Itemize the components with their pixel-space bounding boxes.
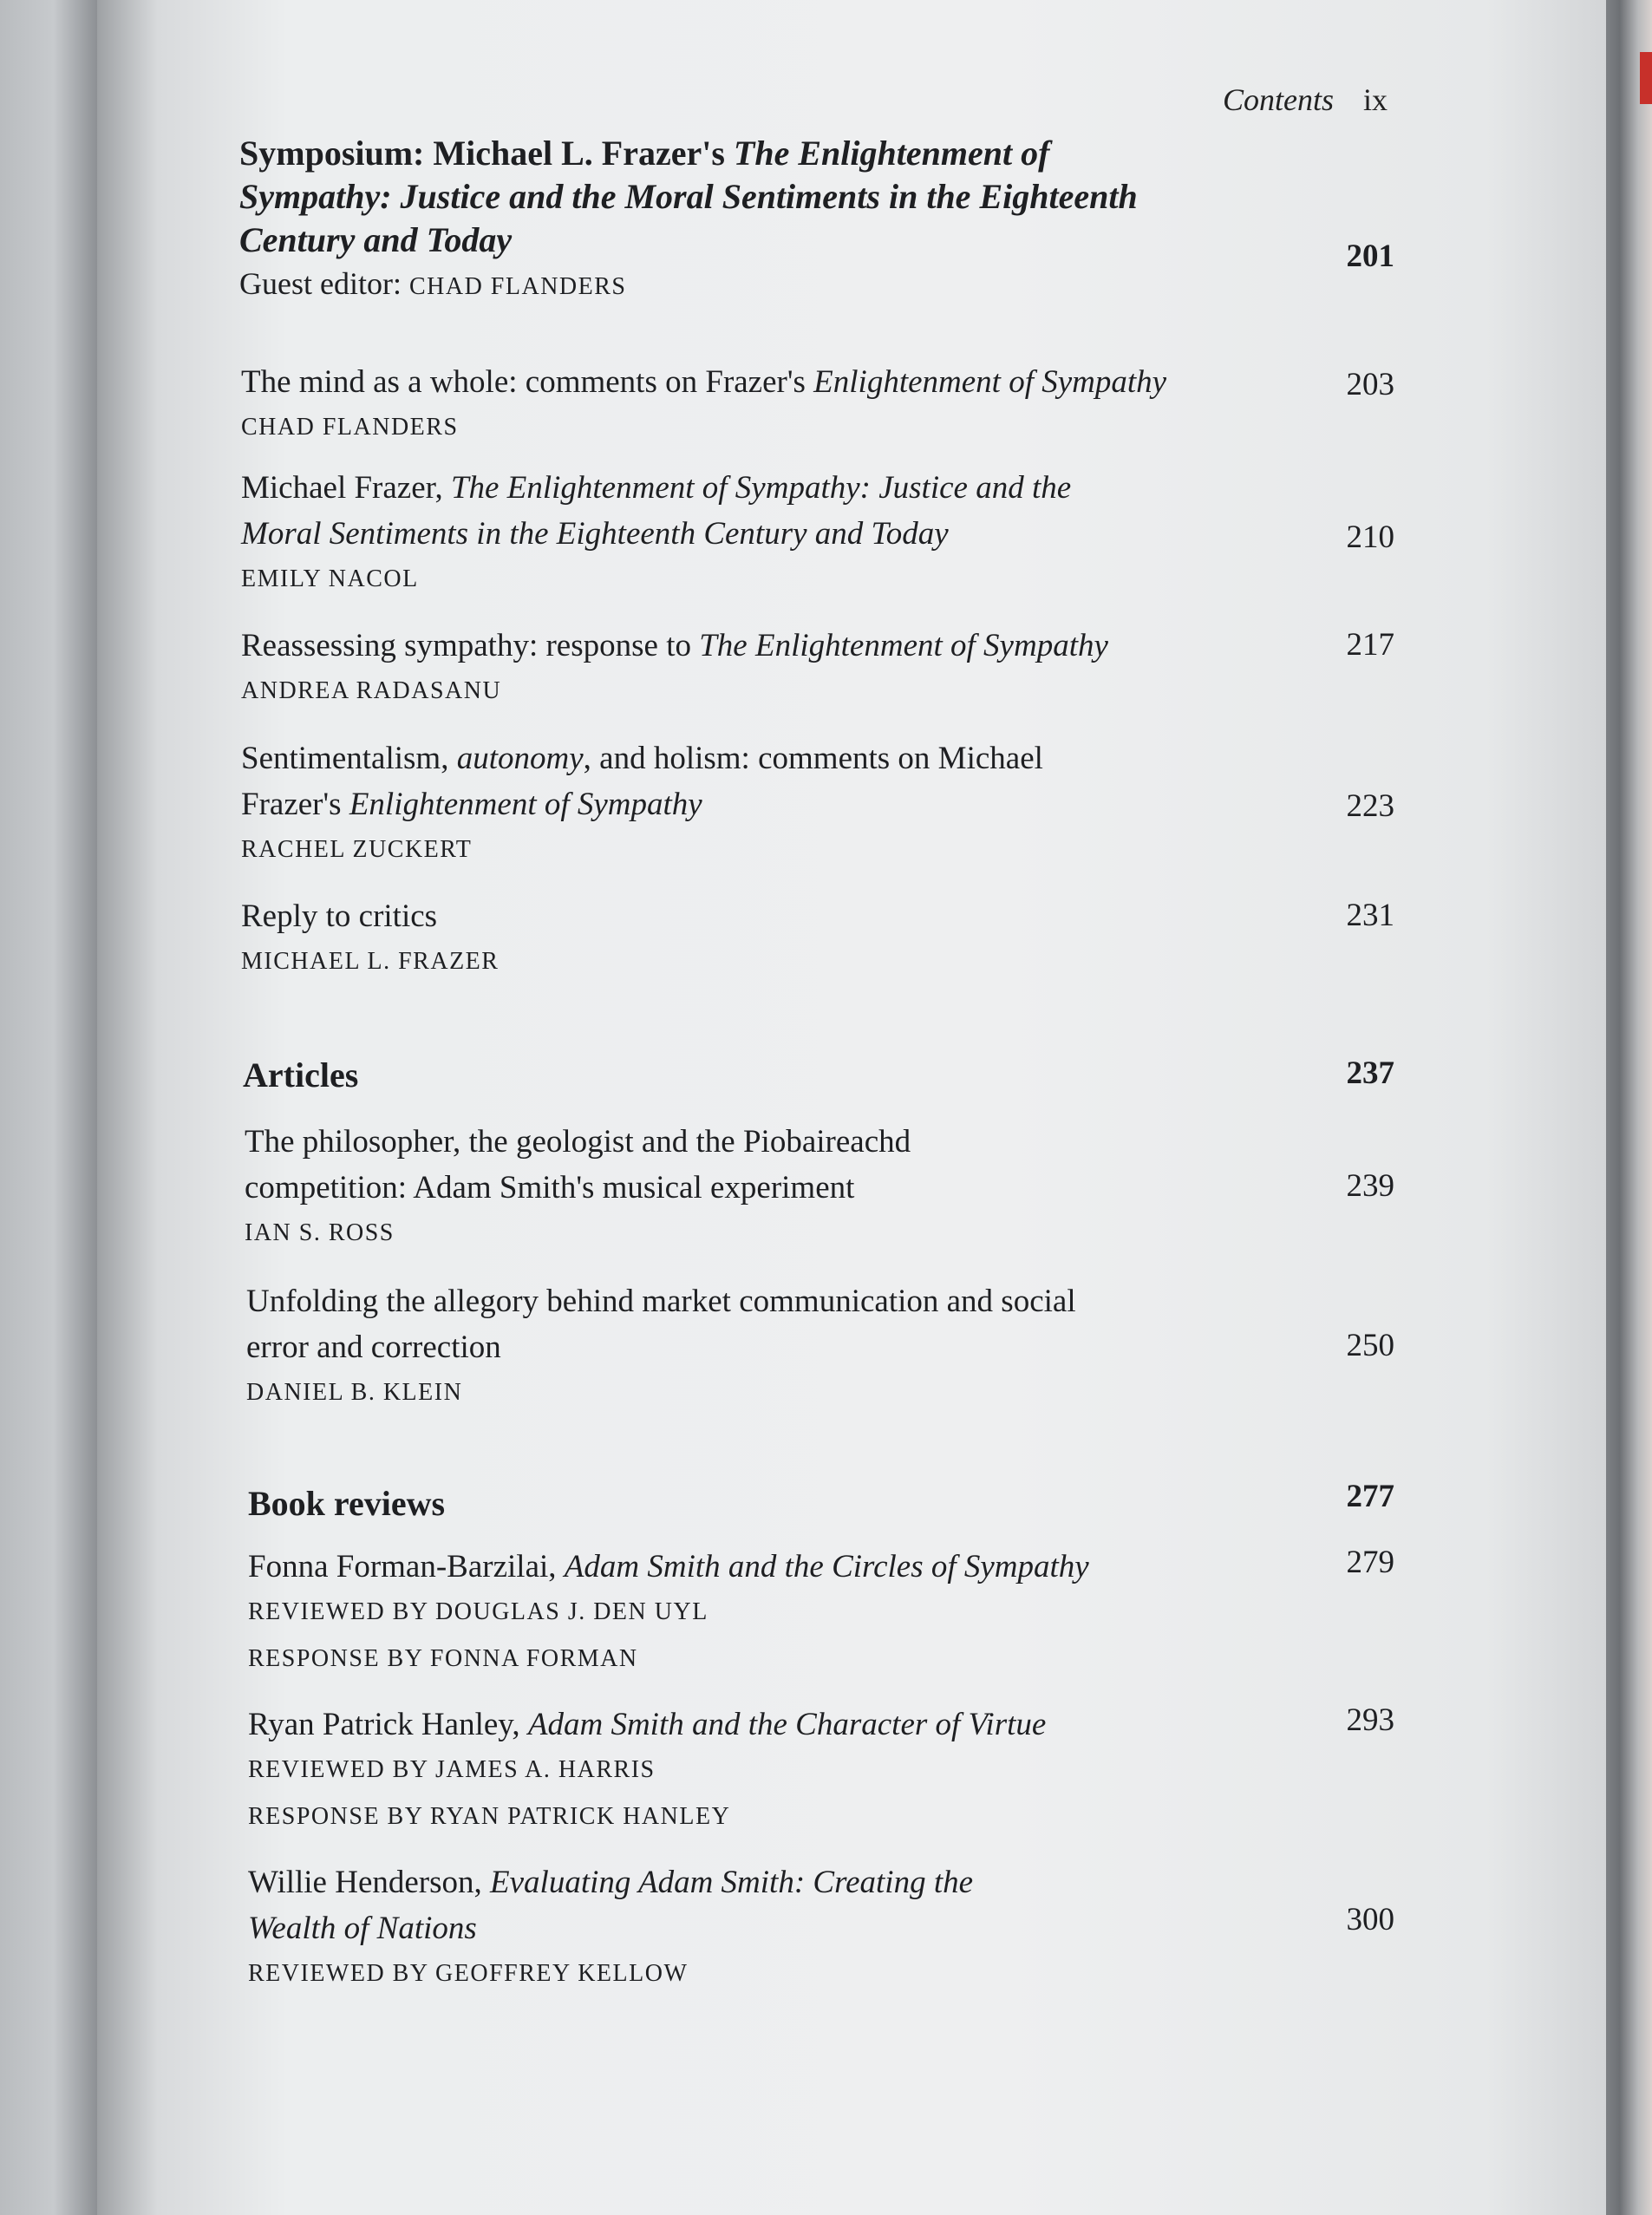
entry-page: 231 (1346, 898, 1394, 933)
red-cover-corner (1640, 52, 1652, 104)
entry-page: 250 (1346, 1328, 1394, 1363)
symposium-heading (239, 132, 1394, 307)
book-binding-left (0, 0, 97, 2215)
toc-entry[interactable]: Unfolding the allegory behind market communication and social error and correction DANIEL B. KLEIN 250 (246, 1278, 1394, 1410)
toc-entry[interactable]: Fonna Forman-Barzilai, Adam Smith and the Circles of Sympathy REVIEWED BY DOUGLAS J. DEN UYL RESPONSE BY FONNA FORMAN 279 (248, 1544, 1394, 1676)
entry-reviewer: REVIEWED BY JAMES A. HARRIS (248, 1756, 656, 1783)
entry-author: ANDREA RADASANU (241, 677, 502, 704)
entry-reviewer: REVIEWED BY DOUGLAS J. DEN UYL (248, 1598, 708, 1625)
symposium-page: 201 (1346, 238, 1394, 274)
entry-response: RESPONSE BY RYAN PATRICK HANLEY (248, 1803, 731, 1830)
entry-page: 300 (1346, 1902, 1394, 1937)
section-page: 277 (1346, 1479, 1394, 1514)
entry-author: IAN S. ROSS (245, 1219, 395, 1246)
book-edge-right (1606, 0, 1652, 2215)
toc-entry[interactable]: Willie Henderson, Evaluating Adam Smith: Creating the Wealth of Nations REVIEWED BY GEOFFREY KELLOW 300 (248, 1859, 1394, 1991)
toc-entry[interactable]: Ryan Patrick Hanley, Adam Smith and the Character of Virtue REVIEWED BY JAMES A. HARRIS RESPONSE BY RYAN PATRICK HANLEY 293 (248, 1702, 1394, 1834)
toc-entry[interactable]: Reply to critics MICHAEL L. FRAZER 231 (241, 893, 1394, 979)
running-head-label: Contents (1222, 82, 1334, 117)
entry-page: 203 (1346, 367, 1394, 402)
entry-page: 239 (1346, 1168, 1394, 1204)
entry-author: CHAD FLANDERS (241, 414, 459, 441)
entry-page: 217 (1346, 627, 1394, 663)
toc-entry[interactable]: Sentimentalism, autonomy, and holism: comments on Michael Frazer's Enlightenment of Sympathy RACHEL ZUCKERT 223 (241, 735, 1394, 867)
running-head (1223, 82, 1388, 118)
entry-author: EMILY NACOL (241, 565, 419, 592)
entry-page: 210 (1346, 519, 1394, 555)
entry-author: MICHAEL L. FRAZER (241, 948, 500, 975)
toc-entry[interactable]: Michael Frazer, The Enlightenment of Sympathy: Justice and the Moral Sentiments in the Eighteenth Century and Today EMILY NACOL 210 (241, 465, 1394, 597)
toc-entry[interactable]: Reassessing sympathy: response to The Enlightenment of Sympathy ANDREA RADASANU 217 (241, 623, 1394, 709)
entry-author: DANIEL B. KLEIN (246, 1379, 463, 1406)
toc-entry[interactable]: The philosopher, the geologist and the Piobaireachd competition: Adam Smith's musical experiment IAN S. ROSS 239 (245, 1119, 1394, 1251)
section-heading-articles[interactable]: Articles 237 (243, 1055, 1394, 1094)
entry-response: RESPONSE BY FONNA FORMAN (248, 1645, 638, 1672)
section-page: 237 (1346, 1055, 1394, 1091)
running-head-page: ix (1362, 82, 1388, 117)
toc-entry[interactable]: The mind as a whole: comments on Frazer's Enlightenment of Sympathy CHAD FLANDERS 203 (241, 359, 1394, 445)
entry-reviewer: REVIEWED BY GEOFFREY KELLOW (248, 1960, 689, 1987)
symposium-title: Symposium: Michael L. Frazer's The Enlightenment of Sympathy: Justice and the Moral Sentiments in the Eighteenth Century and Today (239, 134, 1138, 259)
entry-page: 293 (1346, 1702, 1394, 1738)
entry-author: RACHEL ZUCKERT (241, 836, 473, 863)
entry-page: 279 (1346, 1545, 1394, 1580)
entry-page: 223 (1346, 788, 1394, 824)
guest-editor: Guest editor: CHAD FLANDERS (239, 266, 627, 301)
section-heading-book-reviews[interactable]: Book reviews 277 (248, 1479, 1394, 1523)
